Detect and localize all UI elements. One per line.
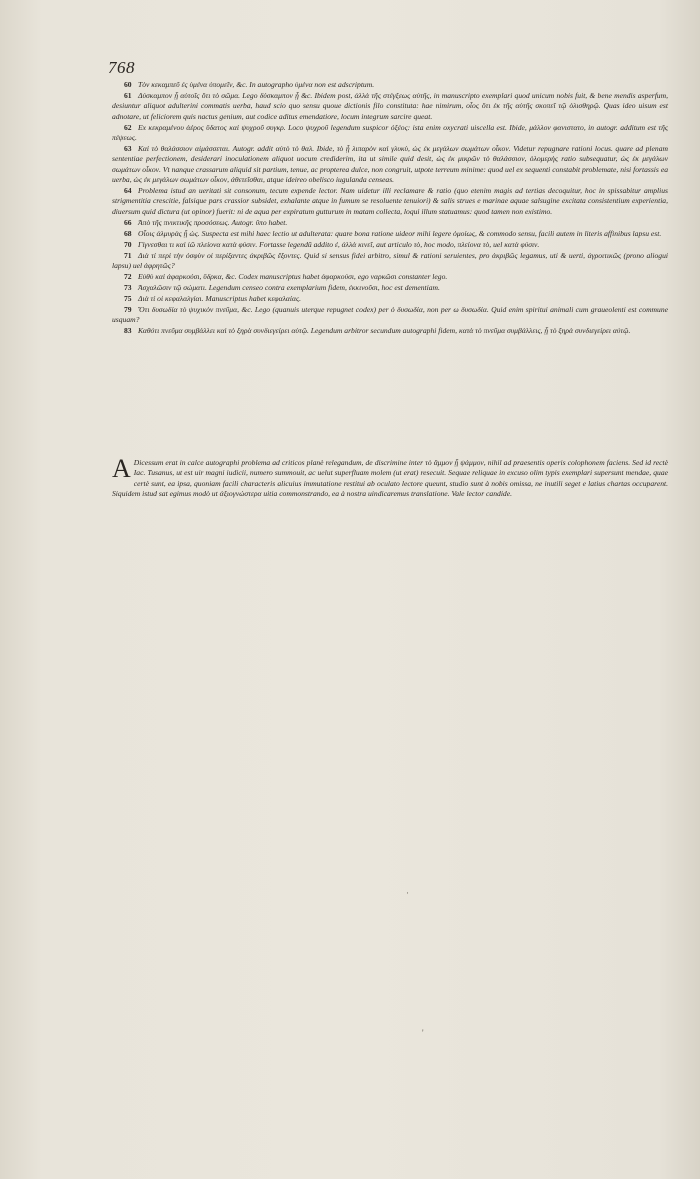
note-text: Δύσκαμπον ᾗ αὐτοῖς ὅτι τὸ σῶμα. Lego δύσκαμπον ᾗ &c. Ibidem post, ἀλλὰ τῆς στέγξεως αὐτῆς, in manuscripto exemplari quod unicum nobis fuit, & bene mendis asperfum, desiuntur aliquot adulterini commatis uerba, haud scio quo sensu quoue dictionis filo constituta: hae nimirum, οἷος ὅτι ἐκ τῆς αὐτῆς σκοπεῖ τῷ ὁλισθηρῷ. Quas ideo uisum est adnotare, ut feliciorem quis nactus genium, aut codice aditus emendatiore, locum integrum sarcire queat. [112, 90, 668, 121]
note-text: Καὶ τὸ θαλάσσιον αἰμάσσεται. Autogr. addit αὐτὸ τὸ θαλ. Ibide, τὸ ᾗ λιπαρὸν καὶ γλυκὺ, ὡς ἐκ μεγάλων σωμάτων οἶκον. Videtur repugnare rationi locus. quare ad plenam sententiae perfectionem, desiderari inoculationem aliquot uocum crediderim, ita ut simile quid desit, ὡς ἐκ μικρῶν τὸ θαλάσσιον, ὁλομερὴς ratio subsequatur, ὡς ἐκ μεγάλων σωμάτων οἶκον. Vt nanque crassarum aliquid sit partium, tenue, ac propterea dulce, non congruit, utpote terreum minime: quod uel ex sequenti constabit problemate, nisi fortassis ea uerba, ὡς ἐκ μεγάλων σωμάτων οἶκον, ἀθετεῖσθαι, atque ideireo obelisco iugulanda censeas. [112, 143, 668, 185]
note-number: 79 [124, 304, 132, 314]
note-number: 68 [124, 228, 132, 238]
drop-cap: A [112, 454, 131, 483]
closing-text: Dicessum erat in calce autographi problema ad criticos planè relegandum, de discrimine inter τὸ ἄμμον ᾗ ψάμμον, nihil ad praesentis operis colophonem faciens. Sed id rectè Iac. Tusanus, ut est uir magni iudicii, numero summouit, ac uelut superfluam molem (ut erat) resecuit. Sequae reliquae in excuso olim typis exemplari supersunt mendae, quae certè sunt, ea ipsa, quoniam facili characteris alicuius immutatione restitui ab oculato lectore queunt, studio sunt à nobis omissa, ne inutili seget e latius chartas occuparent. Siquidem istud sat egimus modò ut ἀξιογνώστερα uitia commonstrando, ea à nostra uindicaremus translatione. [112, 458, 668, 499]
annotation-note [112, 326, 668, 336]
note-number: 70 [124, 239, 132, 249]
note-text: Διὰ τί περὶ τὴν ὀσφὺν οἱ περίξαντες ἀκριβῶς ἕξοντες. Quid si sensus fidei arbitro, simul & rationi seruientes, pro ἀκριβῶς legamus, uti & uerti, ἀγροιτικῶς (prono aliogui lapsu) uel ἀφρητῶς? [112, 250, 668, 270]
note-text: Διὰ τί οἱ κεφαλαλγίαι. Manuscriptus habet κεφαλαίας. [138, 293, 301, 303]
annotation-note [112, 123, 668, 144]
note-number: 72 [124, 271, 132, 281]
note-text: Οἷοις ἀλμυρὰς ᾗ ὡς. Suspecta est mihi haec lectio ut adulterata: quare bona ratione uideor mihi legere ὁμοίως, & commodo sensu, facili autem in literis affinibus lapsu est. [138, 228, 662, 238]
paper-speck: · [406, 888, 409, 898]
note-number: 62 [124, 122, 132, 132]
note-text: Τὸν κεκαμπεῦ ἐς ὑμένα ὑπομεῖν, &c. In autographo ὑμένα non est adscriptum. [138, 80, 375, 89]
note-text: Ἀσχαλῶσιν τῷ σώματι. Legendum censeo contra exemplarium fidem, ἐκκινοῦσι, hoc est dementiam. [138, 282, 440, 292]
annotation-note [112, 144, 668, 186]
note-text: Εὐθὺ καὶ ἀφαρκούσι, ὕδρκα, &c. Codex manuscriptus habet ἀφαρκούσι, ego ναρκῶσι constanter lego. [138, 271, 448, 281]
note-text: Ἀπὸ τῆς πνικτικῆς προσόσεως. Autogr. ὕπο habet. [138, 217, 288, 227]
annotation-note [112, 218, 668, 228]
note-text: Ex κεκραμένου ἀέρος ὕδατος καὶ ψυχροῦ συγκρ. Loco ψυχροῦ legendum suspicor ὀξέος: ista enim oxycrati uiscella est. Ibide, μάλλον φανιστατο, in autogr. additum est τῆς πέψεως. [112, 122, 668, 143]
note-number: 83 [124, 325, 132, 335]
note-number: 75 [124, 293, 132, 303]
annotation-note [112, 272, 668, 282]
annotation-note [112, 294, 668, 304]
note-text: Καθότι πνεῦμα συμβάλλει καὶ τὸ ξηρὰ συνδιεγείρει αὐτῷ. Legendum arbitror secundum autographi fidem, κατὰ τὸ πνεῦμα συμβάλλεις, ᾗ τὸ ξηρὰ συνδιεγείρει αὐτῷ. [138, 325, 631, 335]
page-number: 768 [108, 58, 135, 77]
paper-speck: ' [422, 1028, 424, 1038]
annotation-note [112, 240, 668, 250]
note-text: Γίγνεσθαι τι καὶ ἰῶ πλείονα κατὰ φύσιν. Fortasse legendū addito ἐ, ἀλλὰ κινεῖ, aut articulo τὸ, hoc modo, πλείονα τὸ, uel κατὰ φύσιν. [138, 239, 540, 249]
annotation-note [112, 283, 668, 293]
annotation-list [112, 80, 668, 337]
annotation-note [112, 305, 668, 326]
annotation-note [112, 229, 668, 239]
closing-signoff: Vale lector candide. [451, 489, 512, 499]
note-number: 71 [124, 250, 132, 260]
note-number: 66 [124, 217, 132, 227]
annotation-note [112, 186, 668, 217]
annotation-note [112, 251, 668, 272]
note-number: 64 [124, 186, 132, 196]
note-number: 73 [124, 282, 132, 292]
closing-paragraph [112, 454, 668, 500]
note-text: Problema istud an ueritati sit consonum, tecum expende lector. Nam uidetur illi reclamare & ratio (quo etenim magis ad tertias decoquitur, hoc in spissabitur amplius strigmentitia crescitie, falsique pars crassior subsidet, exhalante atque in fumum se resoluente tenuiori) & salis strues e marinae aquae salsugine excitata consistentium experientia, diuersum quid dictura (ut opinor) fuerit: ni de aqua per expiratum gutturum in matam collecta, loqui illum statuamus: quod tamen non existimo. [112, 186, 668, 216]
annotation-note [112, 91, 668, 122]
note-number: 63 [124, 143, 132, 153]
note-number: 60 [124, 80, 132, 89]
note-text: Ὅτι δυσωδία τὸ ψυχικὸν πνεῦμα, &c. Lego (quanuis uterque repugnet codex) per ὁ δυσωδία, non per ω δυσωδία. Quid enim spiritui animali cum graueolenti est commune usquam? [112, 304, 668, 324]
annotation-note [112, 80, 668, 90]
note-number: 61 [124, 90, 132, 100]
